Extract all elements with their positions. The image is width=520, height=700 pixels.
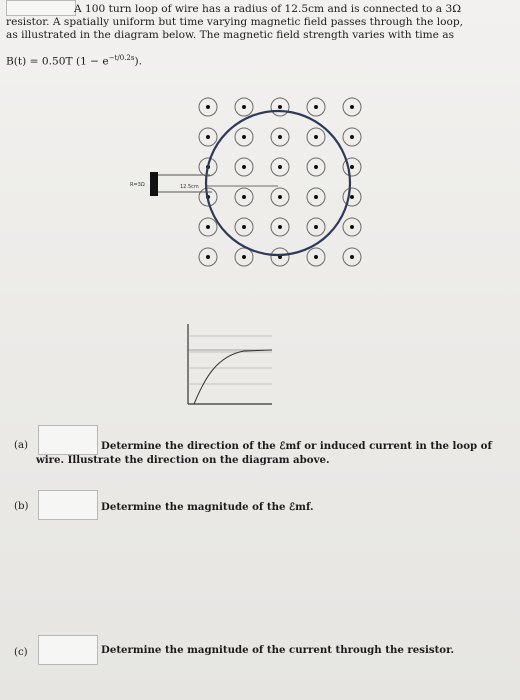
question-b-label: (b) xyxy=(14,501,29,512)
field-dot-center xyxy=(206,135,210,139)
resistor xyxy=(150,172,158,196)
field-dot-center xyxy=(314,195,318,199)
intro-line-1: A 100 turn loop of wire has a radius of 12.5cm and is connected to a 3Ω xyxy=(74,3,461,15)
field-dot-center xyxy=(314,255,318,259)
field-dot-center xyxy=(350,135,354,139)
field-dot-center xyxy=(242,135,246,139)
answer-box-b[interactable] xyxy=(38,490,98,520)
question-b-text: Determine the magnitude of the ℰmf. xyxy=(101,501,314,513)
field-dot-center xyxy=(278,165,282,169)
field-dot-center xyxy=(314,165,318,169)
field-dot-center xyxy=(350,225,354,229)
formula-exponent: −t/0.2s xyxy=(108,54,135,62)
field-dot-center xyxy=(278,225,282,229)
field-dot-center xyxy=(350,165,354,169)
intro-line-3: as illustrated in the diagram below. The magnetic field strength varies with time as xyxy=(6,29,455,42)
magnetic-field-dots xyxy=(199,98,361,266)
graph-grid xyxy=(188,336,272,384)
field-dot-center xyxy=(278,105,282,109)
field-dot-center xyxy=(206,255,210,259)
question-a-text-2: wire. Illustrate the direction on the diagram above. xyxy=(36,454,330,466)
field-dot-center xyxy=(350,105,354,109)
field-dot-center xyxy=(314,225,318,229)
graph-curve xyxy=(194,350,272,404)
field-dot-center xyxy=(314,135,318,139)
field-dot-center xyxy=(278,135,282,139)
field-dot-center xyxy=(206,105,210,109)
intro-line-2: resistor. A spatially uniform but time varying magnetic field passes through the loop, xyxy=(6,16,464,29)
field-dot-center xyxy=(350,195,354,199)
wire-loop xyxy=(206,111,350,255)
field-dot-center xyxy=(206,225,210,229)
question-a-label: (a) xyxy=(14,440,29,451)
field-dot-center xyxy=(242,225,246,229)
question-c-text: Determine the magnitude of the current through the resistor. xyxy=(101,644,455,656)
question-a-text-1: Determine the direction of the ℰmf or induced current in the loop of xyxy=(101,440,492,452)
field-time-graph xyxy=(184,320,274,410)
field-dot-center xyxy=(314,105,318,109)
answer-box-a[interactable] xyxy=(38,425,98,455)
field-dot-center xyxy=(242,105,246,109)
field-dot-center xyxy=(350,255,354,259)
question-c-label: (c) xyxy=(14,647,28,658)
field-dot-center xyxy=(242,165,246,169)
radius-label: 12.5cm xyxy=(180,184,199,190)
intro-text xyxy=(6,3,514,43)
field-formula: B(t) = 0.50T $(1 - e^{-t/0.2s})$. xyxy=(6,54,142,68)
field-dot-center xyxy=(242,195,246,199)
answer-box-c[interactable] xyxy=(38,635,98,665)
field-dot-center xyxy=(278,195,282,199)
field-dot-center xyxy=(242,255,246,259)
resistor-label: R=3Ω xyxy=(130,182,145,188)
